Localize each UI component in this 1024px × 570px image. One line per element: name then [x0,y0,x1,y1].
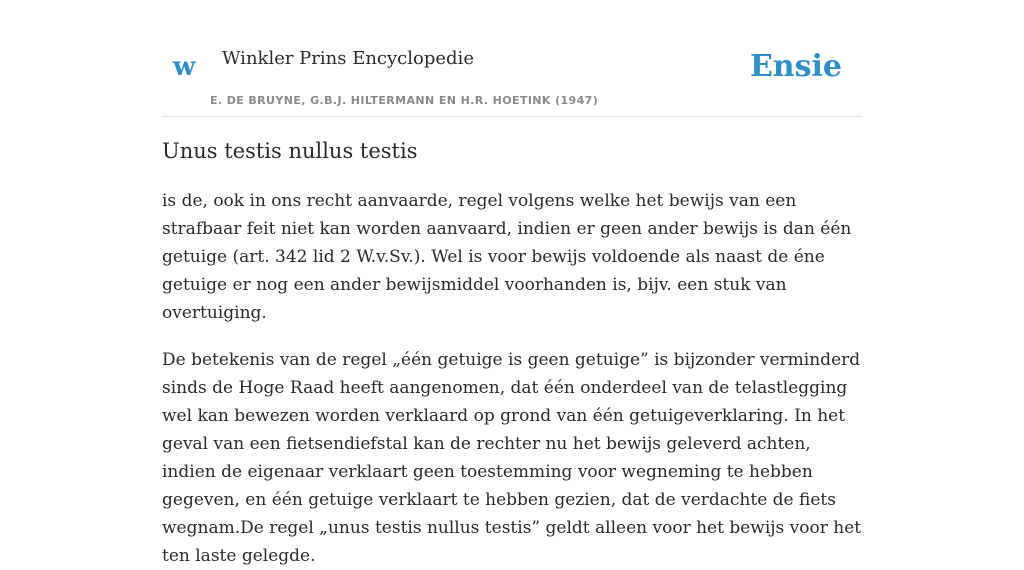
publication-title[interactable]: Winkler Prins Encyclopedie [222,48,474,69]
article-title: Unus testis nullus testis [162,139,418,163]
article-paragraph: is de, ook in ons recht aanvaarde, regel volgens welke het bewijs van een strafbaar feit niet kan worden aanvaard, indien er geen ander bewijs is dan één getuige (art. 342 lid 2 W.v.Sv.). Wel is voor bewijs voldoende als naast de éne getuige er nog een ander bewijsmiddel voorhanden is, bijv. een stuk van overtuiging. [162,191,852,324]
publication-authors: E. DE BRUYNE, G.B.J. HILTERMANN EN H.R. HOETINK (1947) [210,94,599,107]
ensie-logo[interactable]: Ensie [749,49,842,84]
publication-logo[interactable]: w [173,52,196,82]
site-header [162,40,862,117]
article [162,138,862,570]
article-paragraph: De betekenis van de regel „één getuige is geen getuige” is bijzonder verminderd sinds de Hoge Raad heeft aangenomen, dat één onderdeel van de telastlegging wel kan bewezen worden verklaard op grond van één getuigeverklaring. In het geval van een fietsendiefstal kan de rechter nu het bewijs geleverd achten, indien de eigenaar verklaart geen toestemming voor wegneming te hebben gegeven, en één getuige verklaart te hebben gezien, dat de verdachte de fiets wegnam.De regel „unus testis nullus testis” geldt alleen voor het bewijs voor het ten laste gelegde. [162,350,862,567]
